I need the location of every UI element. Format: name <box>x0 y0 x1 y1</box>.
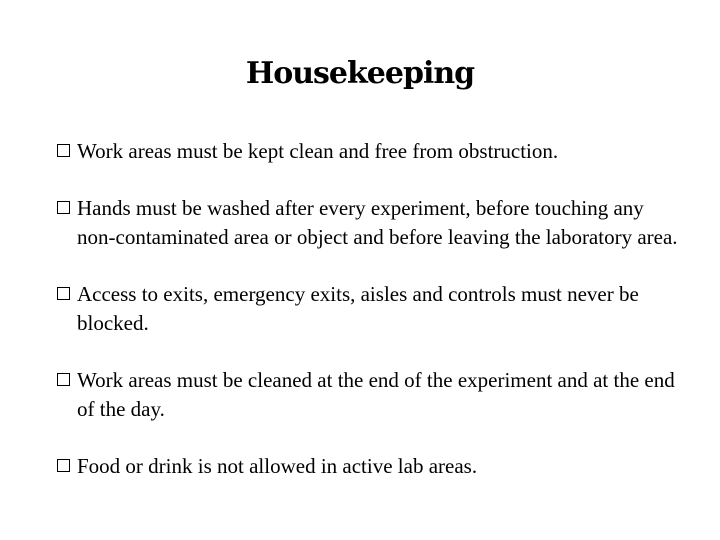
bullet-item <box>57 194 687 252</box>
checkbox-icon <box>57 459 70 472</box>
bullet-text: Food or drink is not allowed in active lab areas. <box>77 454 478 478</box>
checkbox-icon <box>57 373 70 386</box>
bullet-item <box>57 366 687 424</box>
slide-title: Housekeeping <box>245 56 475 91</box>
checkbox-icon <box>57 287 70 300</box>
bullet-text: Hands must be washed after every experiment, before touching any non-contaminated area or object and before leaving the laboratory area. <box>77 196 678 249</box>
bullet-item <box>57 137 687 166</box>
bullet-item <box>57 452 687 481</box>
bullet-item <box>57 280 687 338</box>
bullet-text: Work areas must be cleaned at the end of the experiment and at the end of the day. <box>77 368 675 421</box>
bullet-text: Work areas must be kept clean and free from obstruction. <box>77 139 559 163</box>
checkbox-icon <box>57 201 70 214</box>
checkbox-icon <box>57 144 70 157</box>
bullet-list <box>57 137 687 481</box>
bullet-text: Access to exits, emergency exits, aisles and controls must never be blocked. <box>77 282 639 335</box>
